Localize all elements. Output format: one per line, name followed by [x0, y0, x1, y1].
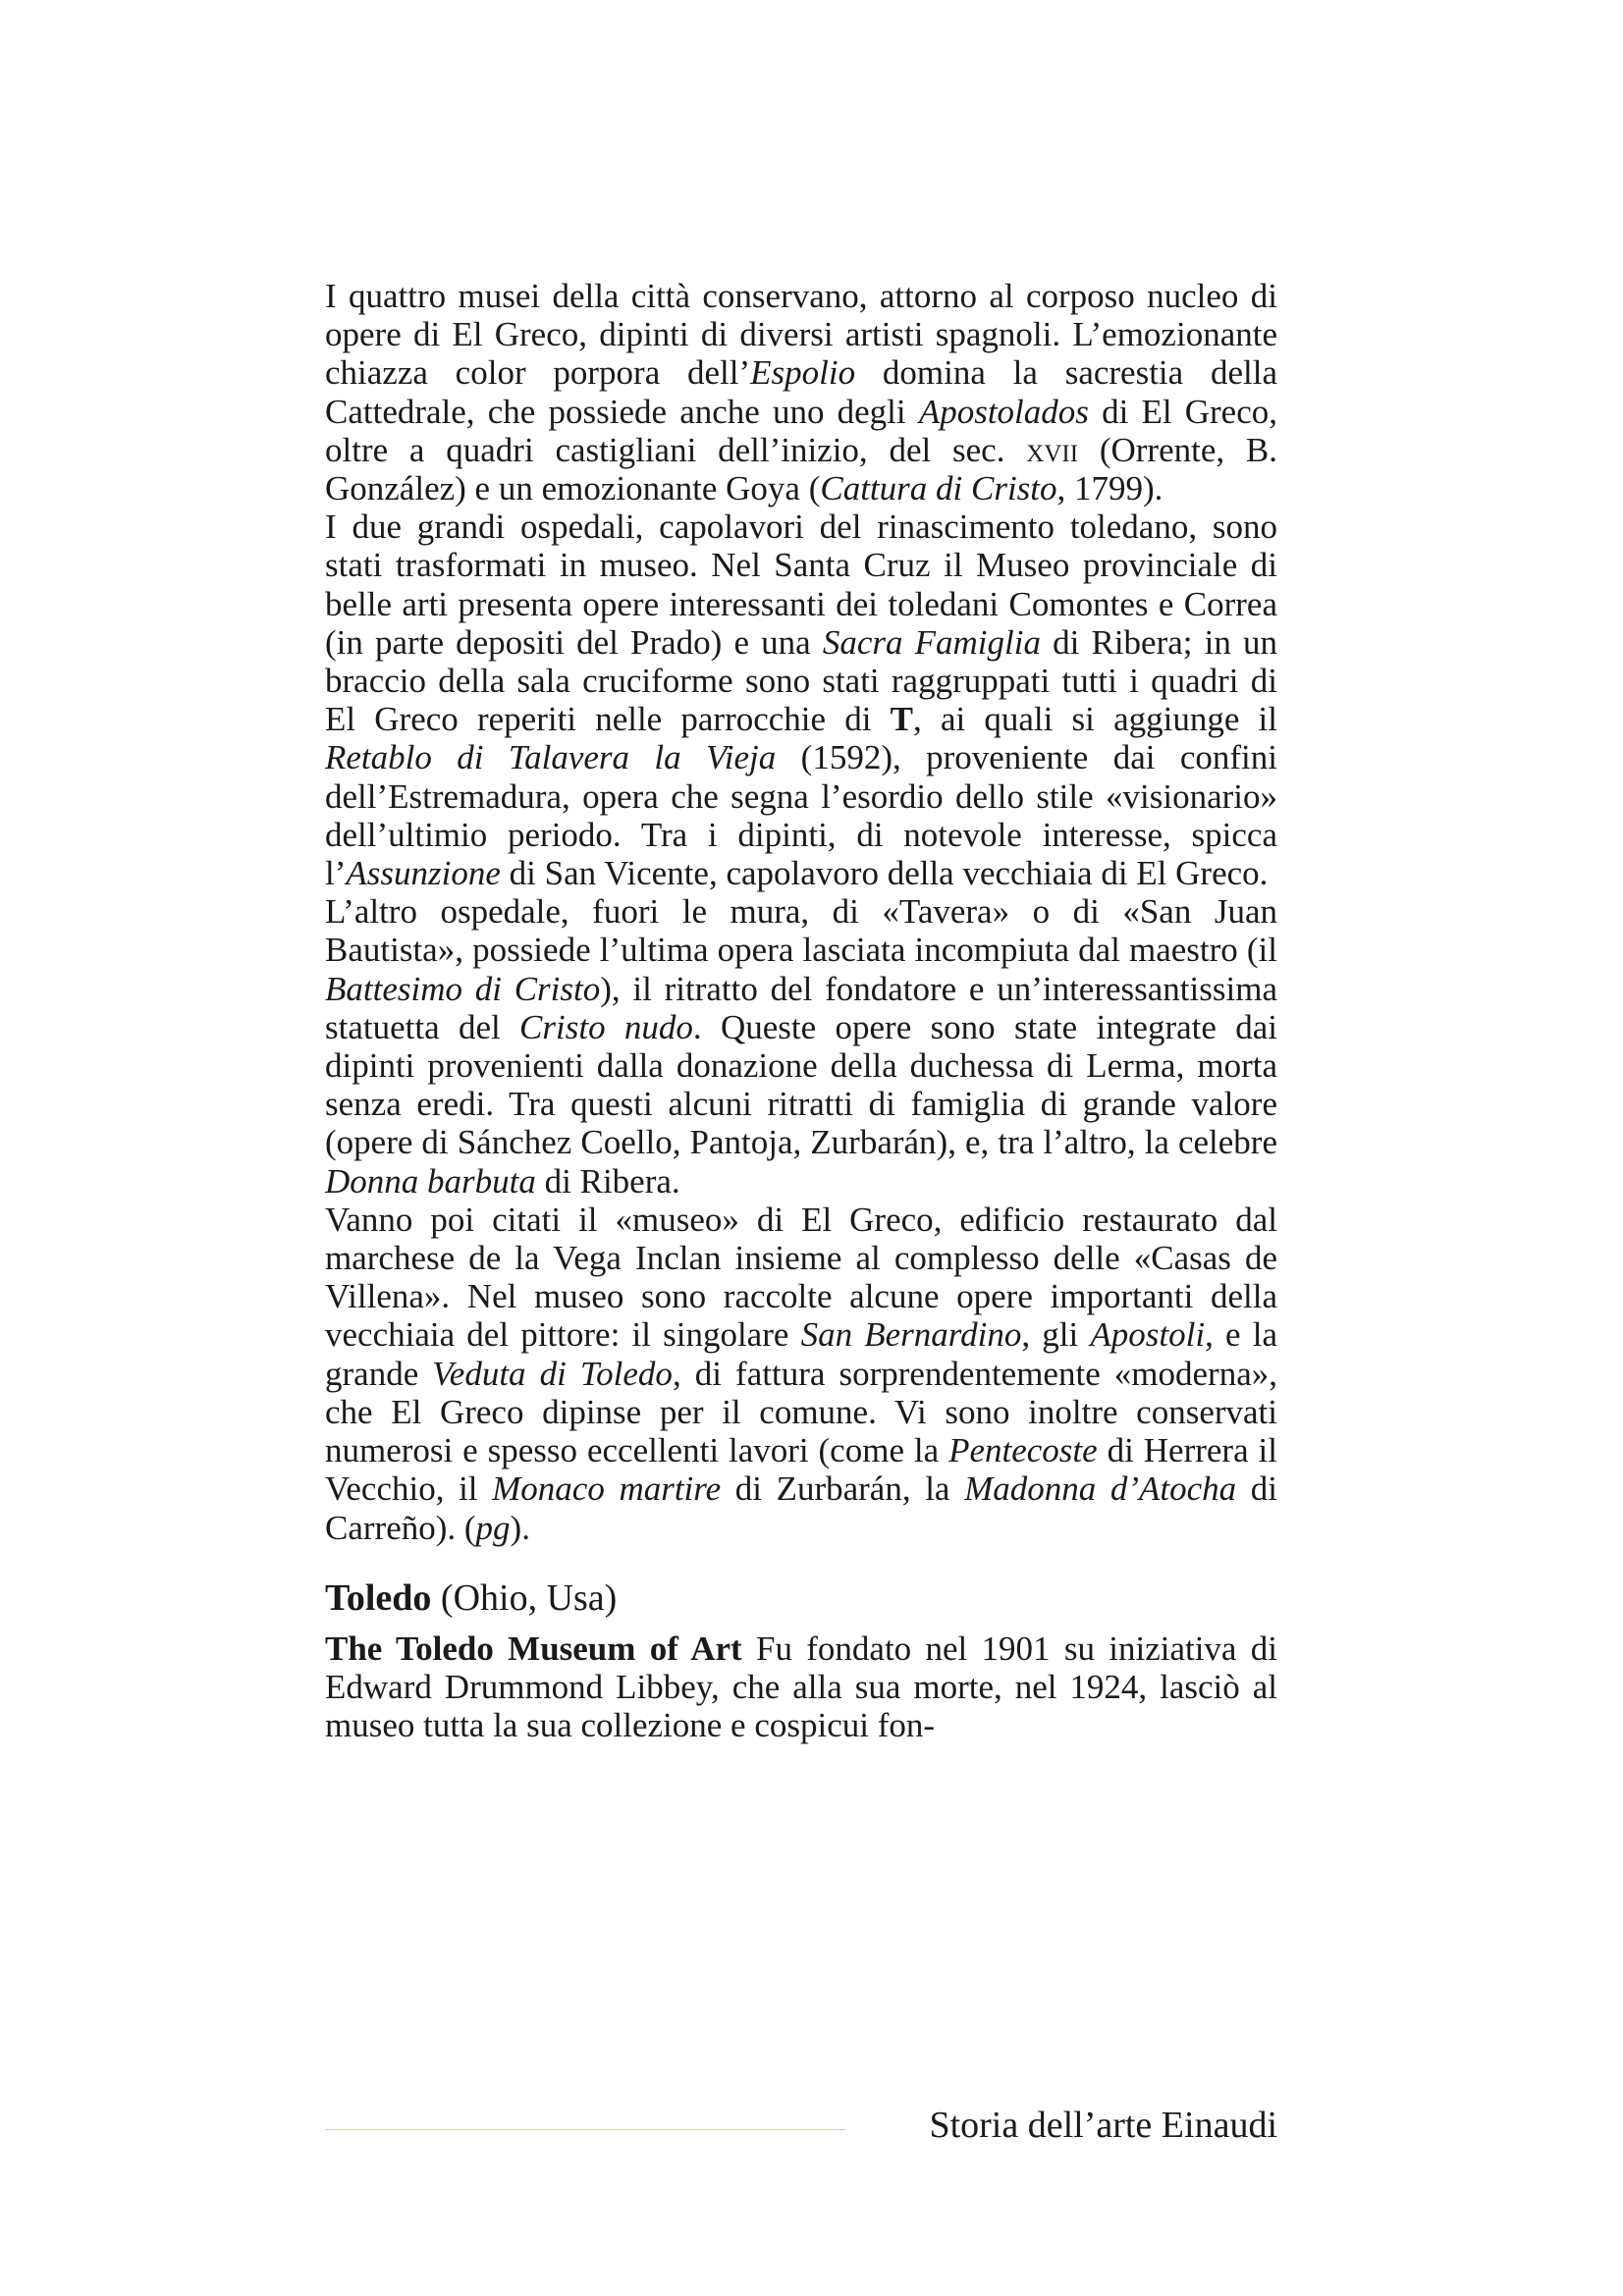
section-heading-sub: (Ohio, Usa)	[431, 1576, 618, 1619]
text-segment: (Orrente, B. González) e un emozionante Goya (	[325, 430, 1277, 508]
footer-text: Storia dell’arte Einaudi	[929, 2105, 1277, 2146]
text-segment: , gli	[1021, 1315, 1091, 1355]
text-segment: Monaco martire	[492, 1469, 722, 1509]
text-segment: Apostolados	[918, 392, 1089, 431]
text-segment: xvii	[1026, 430, 1079, 469]
text-segment: Sacra Famiglia	[822, 622, 1041, 662]
text-segment: I due grandi ospedali, capolavori del rinascimento toledano, sono stati trasformati in museo. Nel Santa Cruz il Museo provinciale di belle arti presenta opere interessanti dei toledani Comontes e Correa (in parte depositi del Prado) e una	[325, 507, 1277, 662]
text-segment: di Ribera; in un braccio della sala cruciforme sono stati raggruppati tutti i quadri di El Greco reperiti nelle parrocchie di	[325, 622, 1278, 739]
text-segment: , ai quali si aggiunge il	[913, 700, 1277, 739]
text-segment: Donna barbuta	[325, 1161, 536, 1201]
text-segment: , e la grande	[325, 1315, 1278, 1393]
text-segment: Pentecoste	[948, 1431, 1098, 1470]
paragraph	[325, 507, 1277, 892]
text-segment: L’altro ospedale, fuori le mura, di «Tavera» o di «San Juan Bautista», possiede l’ultima opera lasciata incompiuta dal maestro (il	[325, 892, 1277, 970]
text-segment: San Bernardino	[800, 1315, 1022, 1355]
text-segment: Fu fondato nel 1901 su iniziativa di Edward Drummond Libbey, che alla sua morte, nel 1924, lasciò al museo tutta la sua collezione e cospicui fon-	[325, 1629, 1277, 1745]
text-segment: (1592), proveniente dai confini dell’Estremadura, opera che segna l’esordio dello stile «visionario» dell’ultimio periodo. Tra i dipinti, di notevole interesse, spicca l’	[325, 738, 1277, 893]
text-segment: di Herrera il Vecchio, il	[325, 1431, 1277, 1509]
section-paragraph	[325, 1629, 1277, 1745]
text-segment: Madonna d’Atocha	[964, 1469, 1237, 1509]
text-segment: di Ribera.	[535, 1161, 680, 1201]
text-segment: I quattro musei della città conservano, attorno al corposo nucleo di opere di El Greco, dipinti di diversi artisti spagnoli. L’emozionante chiazza color porpora dell’	[325, 277, 1277, 393]
footer-rule	[325, 2129, 845, 2130]
text-segment: Retablo di Talavera la Vieja	[325, 738, 777, 777]
text-segment: di Zurbarán, la	[721, 1469, 965, 1509]
text-segment: Vanno poi citati il «museo» di El Greco, edificio restaurato dal marchese de la Vega Inclan insieme al complesso delle «Casas de Villena». Nel museo sono raccolte alcune opere importanti della vecchiaia del pittore: il singolare	[325, 1200, 1277, 1355]
text-segment: Cristo nudo	[519, 1007, 693, 1046]
text-segment: The Toledo Museum of Art	[325, 1629, 742, 1668]
paragraph	[325, 277, 1277, 507]
section-heading-main: Toledo	[325, 1576, 432, 1619]
text-segment: Espolio	[750, 353, 856, 393]
page-body	[325, 277, 1277, 1744]
body-text	[325, 277, 1277, 1547]
text-segment: di San Vicente, capolavoro della vecchiaia di El Greco.	[500, 854, 1269, 893]
text-segment: domina la sacrestia della Cattedrale, che possiede anche uno degli	[325, 353, 1277, 431]
text-segment: Assunzione	[346, 854, 501, 893]
text-segment: pg	[475, 1508, 511, 1547]
text-segment: di El Greco, oltre a quadri castigliani dell’inizio, del sec.	[325, 392, 1277, 469]
text-segment: T	[890, 700, 914, 739]
text-segment: , 1799).	[1056, 469, 1163, 508]
section-heading	[325, 1576, 1277, 1620]
text-segment: di Carreño). (	[325, 1469, 1277, 1547]
paragraph	[325, 1201, 1277, 1547]
text-segment: ), il ritratto del fondatore e un’interessantissima statuetta del	[325, 969, 1277, 1046]
page-footer	[325, 2101, 1277, 2150]
text-segment: Cattura di Cristo	[820, 469, 1057, 508]
text-segment: . Queste opere sono state integrate dai dipinti provenienti dalla donazione della duchessa di Lerma, morta senza eredi. Tra questi alcuni ritratti di famiglia di grande valore (opere di Sánchez Coello, Pantoja, Zurbarán), e, tra l’altro, la celebre	[325, 1007, 1277, 1162]
text-segment: Apostoli	[1090, 1315, 1206, 1355]
text-segment: Battesimo di Cristo	[325, 969, 601, 1008]
paragraph	[325, 892, 1277, 1201]
text-segment: ).	[510, 1508, 530, 1547]
text-segment: , di fattura sorprendentemente «moderna», che El Greco dipinse per il comune. Vi sono inoltre conservati numerosi e spesso eccellenti lavori (come la	[325, 1354, 1277, 1470]
text-segment: Veduta di Toledo	[432, 1354, 673, 1393]
